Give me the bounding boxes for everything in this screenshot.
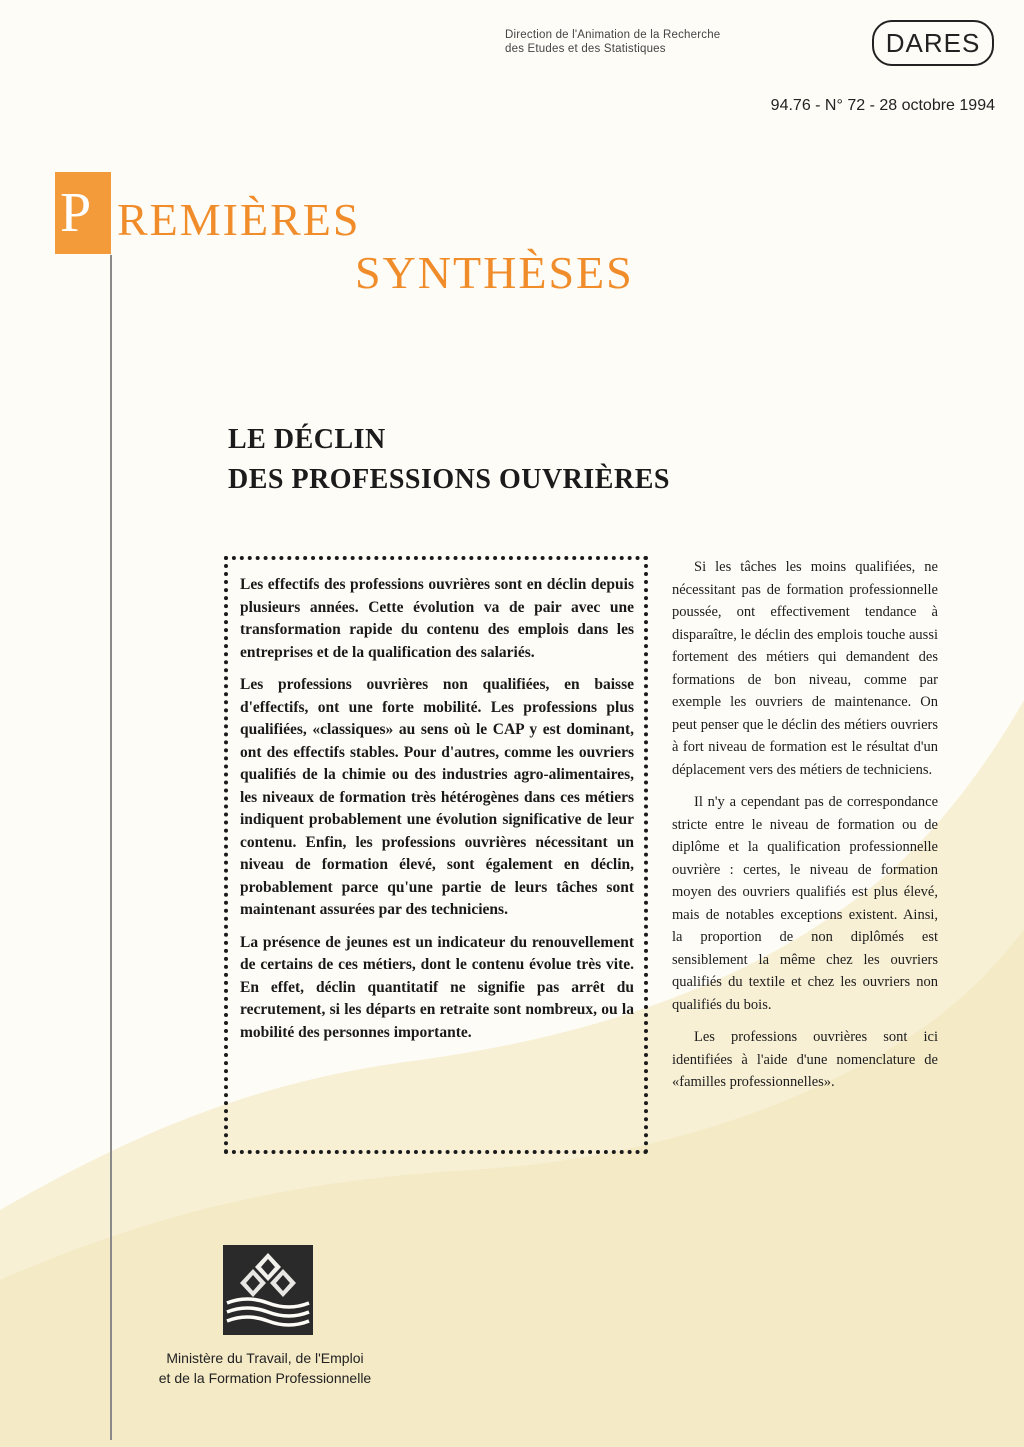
ministry-name-line1: Ministère du Travail, de l'Emploi: [166, 1350, 364, 1366]
masthead-initial: P: [60, 182, 92, 244]
summary-paragraph-2: Les professions ouvrières non qualifiées, en baisse d'effectifs, ont une forte mobilité. Les professions plus qualifiées, «classiques» au sens où le CAP y est dominant, ont des effectifs stables. Pour d'autres, comme les ouvriers qualifiés de la chimie ou des industries agro-alimentaires, les niveaux de formation très hétérogènes dans ces métiers indiquent probablement une évolution significative de leur contenu. Enfin, les professions ouvrières nécessitant un niveau de formation élevé, sont également en déclin, probablement parce qu'une partie de leurs tâches sont maintenant assurées par des techniciens.: [240, 676, 634, 918]
ministry-logo-icon: [223, 1245, 313, 1335]
org-line-2: des Etudes et des Statistiques: [505, 43, 666, 55]
summary-paragraph-3: La présence de jeunes est un indicateur du renouvellement de certains de ces métiers, dont le contenu évolue très vite. En effet, déclin quantitatif ne signifie pas arrêt du recrutement, si les départs en retraite sont nombreux, ou la mobilité des personnes importante.: [240, 933, 634, 1041]
body-column: [672, 556, 938, 1104]
body-paragraph-3: Les professions ouvrières sont ici identifiées à l'aide d'une nomenclature de «familles professionnelles».: [672, 1029, 938, 1090]
masthead-title-line2: SYNTHÈSES: [355, 247, 634, 298]
ministry-name-line2: et de la Formation Professionnelle: [158, 1370, 372, 1386]
body-paragraph-2: Il n'y a cependant pas de correspondance stricte entre le niveau de formation ou de diplôme et la qualification professionnelle ouvrière : certes, le niveau de formation moyen des ouvriers qualifiés est plus élevé, mais de notables exceptions existent. Ainsi, la proportion de non diplômés est sensiblement la même chez les ouvriers qualifiés du textile et chez les ouvriers non qualifiés du bois.: [672, 794, 938, 1013]
masthead-vertical-rule: [110, 255, 112, 1440]
article-title-line1: LE DÉCLIN: [228, 424, 386, 455]
org-line-1: Direction de l'Animation de la Recherche: [505, 29, 721, 41]
ministry-name: [120, 1348, 410, 1388]
body-paragraph-1: Si les tâches les moins qualifiées, ne nécessitant pas de formation professionnelle poussée, ont effectivement tendance à disparaître, le déclin des emplois touche aussi fortement des métiers qui demandent des formations de bon niveau, comme par exemple les ouvriers de maintenance. On peut penser que le déclin des métiers ouvriers à fort niveau de formation est le résultat d'un déplacement vers des métiers de techniciens.: [672, 559, 938, 778]
dares-logo-badge: DARES: [872, 20, 994, 66]
header-organization: [505, 28, 795, 56]
summary-box: [224, 556, 648, 1154]
summary-paragraph-1: Les effectifs des professions ouvrières sont en déclin depuis plusieurs années. Cette évolution va de pair avec une transformation rapide du contenu des emplois dans les entreprises et de la qualification des salariés.: [240, 576, 634, 661]
masthead-title-line1: REMIÈRES: [117, 194, 361, 245]
issue-reference: 94.76 - N° 72 - 28 octobre 1994: [770, 97, 995, 114]
article-title-line2: DES PROFESSIONS OUVRIÈRES: [228, 464, 670, 495]
